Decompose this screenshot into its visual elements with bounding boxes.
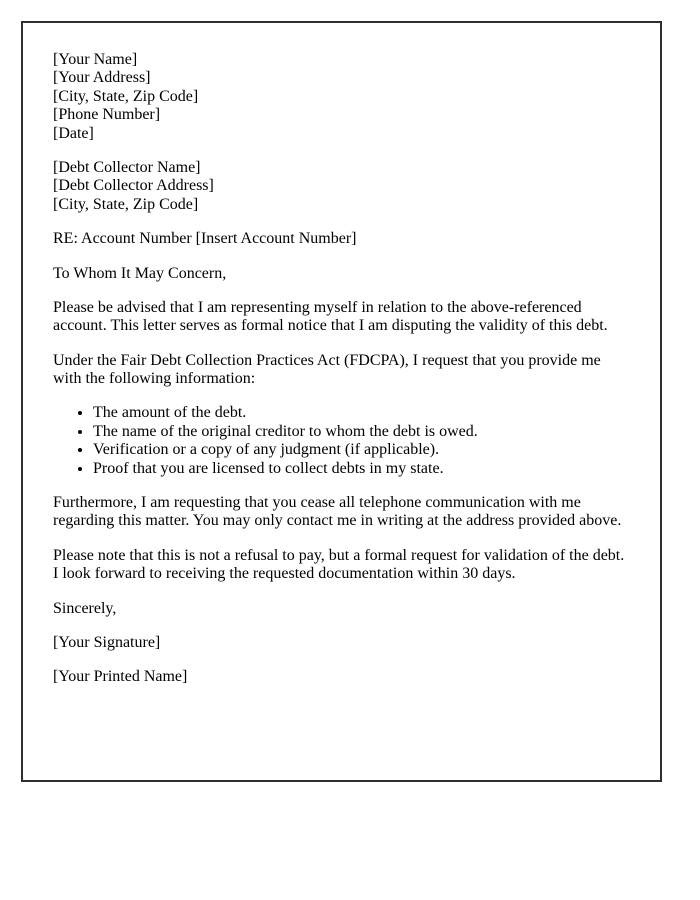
list-item: • Proof that you are licensed to collect debts in my state. xyxy=(93,460,632,478)
sender-name: [Your Name] xyxy=(53,51,138,68)
subject-line: RE: Account Number [Insert Account Number] xyxy=(53,230,357,248)
paragraph-cease-contact: Furthermore, I am requesting that you cease all telephone communication with me regarding this matter. You may only contact me in writing at the address provided above. xyxy=(53,494,622,530)
list-item: • Verification or a copy of any judgment (if applicable). xyxy=(93,441,632,459)
sender-address-block xyxy=(53,51,632,143)
letter-frame xyxy=(21,21,662,782)
closing: Sincerely, xyxy=(53,599,117,617)
paragraph-fdcpa-request: Under the Fair Debt Collection Practices Act (FDCPA), I request that you provide me with the following information: xyxy=(53,351,601,388)
list-item: • The amount of the debt. xyxy=(93,404,632,422)
salutation: To Whom It May Concern, xyxy=(53,264,227,282)
sender-city-state-zip: [City, State, Zip Code] xyxy=(53,87,199,105)
list-item: • The name of the original creditor to whom the debt is owed. xyxy=(93,423,632,441)
request-items-list xyxy=(53,404,632,478)
recipient-address: [Debt Collector Address] xyxy=(53,177,214,195)
recipient-address-block xyxy=(53,159,632,214)
recipient-name: [Debt Collector Name] xyxy=(53,158,201,176)
sender-phone: [Phone Number] xyxy=(53,106,161,124)
letter-date: [Date] xyxy=(53,124,94,142)
printed-name-placeholder: [Your Printed Name] xyxy=(53,668,188,686)
paragraph-validation-note: Please note that this is not a refusal to pay, but a formal request for validation of the debt. I look forward to receiving the requested documentation within 30 days. xyxy=(53,546,625,583)
recipient-city-state-zip: [City, State, Zip Code] xyxy=(53,195,199,213)
paragraph-intro: Please be advised that I am representing myself in relation to the above-referenced account. This letter serves as formal notice that I am disputing the validity of this debt. xyxy=(53,298,608,335)
sender-address: [Your Address] xyxy=(53,69,151,87)
signature-placeholder: [Your Signature] xyxy=(53,633,161,651)
